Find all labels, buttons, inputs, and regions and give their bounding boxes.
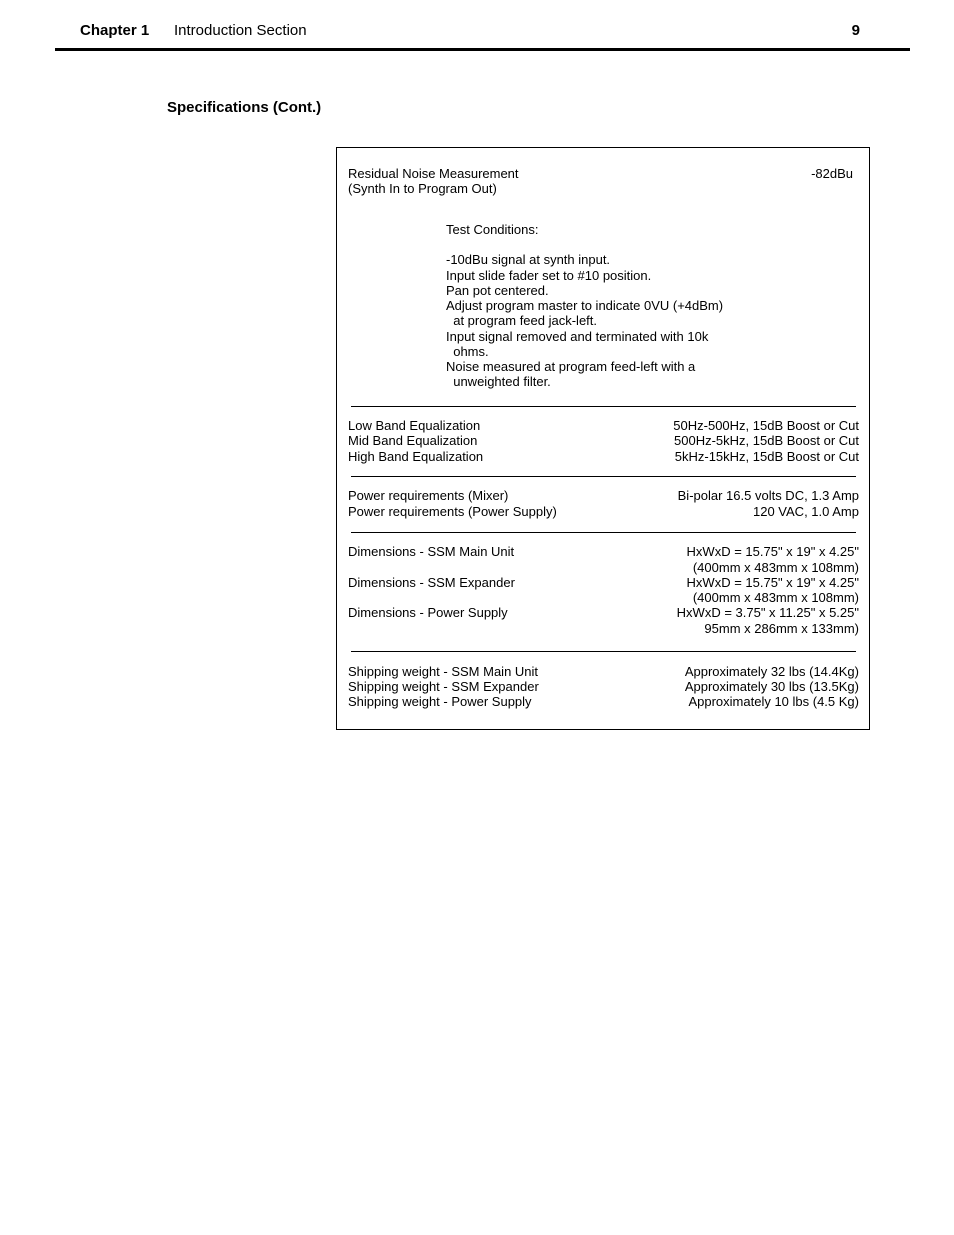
power-value: Bi-polar 16.5 volts DC, 1.3 Amp bbox=[677, 488, 859, 503]
test-condition-item: ohms. bbox=[446, 344, 489, 359]
test-condition-item: unweighted filter. bbox=[446, 374, 551, 389]
noise-value: -82dBu bbox=[811, 166, 853, 181]
shipping-label: Shipping weight - SSM Expander bbox=[348, 679, 539, 694]
eq-value: 50Hz-500Hz, 15dB Boost or Cut bbox=[673, 418, 859, 433]
page-title: Specifications (Cont.) bbox=[167, 99, 322, 116]
noise-sublabel: (Synth In to Program Out) bbox=[348, 181, 497, 196]
eq-label: High Band Equalization bbox=[348, 449, 484, 464]
shipping-value: Approximately 30 lbs (13.5Kg) bbox=[684, 679, 859, 694]
section-divider bbox=[351, 406, 856, 407]
power-value: 120 VAC, 1.0 Amp bbox=[753, 504, 859, 519]
section-label: Introduction Section bbox=[174, 22, 307, 39]
chapter-label: Chapter 1 bbox=[80, 22, 150, 39]
page-number: 9 bbox=[851, 22, 860, 39]
header-rule bbox=[55, 48, 910, 51]
test-condition-item: at program feed jack-left. bbox=[446, 313, 598, 328]
shipping-value: Approximately 32 lbs (14.4Kg) bbox=[684, 664, 859, 679]
dimension-metric: (400mm x 483mm x 108mm) bbox=[692, 560, 859, 575]
test-condition-item: Pan pot centered. bbox=[446, 283, 549, 298]
noise-label: Residual Noise Measurement bbox=[348, 166, 519, 181]
power-label: Power requirements (Mixer) bbox=[348, 488, 509, 503]
dimension-value: HxWxD = 15.75" x 19" x 4.25" bbox=[686, 575, 859, 590]
test-condition-item: Input slide fader set to #10 position. bbox=[446, 268, 652, 283]
shipping-label: Shipping weight - SSM Main Unit bbox=[348, 664, 539, 679]
shipping-label: Shipping weight - Power Supply bbox=[348, 694, 532, 709]
test-condition-item: -10dBu signal at synth input. bbox=[446, 252, 611, 267]
dimension-label: Dimensions - Power Supply bbox=[348, 605, 508, 620]
test-condition-item: Input signal removed and terminated with 10k bbox=[446, 329, 709, 344]
dimension-metric: (400mm x 483mm x 108mm) bbox=[692, 590, 859, 605]
test-condition-item: Adjust program master to indicate 0VU (+4dBm) bbox=[446, 298, 724, 313]
section-divider bbox=[351, 532, 856, 533]
eq-label: Low Band Equalization bbox=[348, 418, 481, 433]
section-divider bbox=[351, 476, 856, 477]
dimension-value: HxWxD = 3.75" x 11.25" x 5.25" bbox=[676, 605, 859, 620]
dimension-metric: 95mm x 286mm x 133mm) bbox=[704, 621, 859, 636]
page-header bbox=[0, 0, 954, 52]
eq-value: 5kHz-15kHz, 15dB Boost or Cut bbox=[674, 449, 859, 464]
section-divider bbox=[351, 651, 856, 652]
dimension-label: Dimensions - SSM Expander bbox=[348, 575, 515, 590]
power-label: Power requirements (Power Supply) bbox=[348, 504, 557, 519]
eq-value: 500Hz-5kHz, 15dB Boost or Cut bbox=[674, 433, 859, 448]
test-condition-item: Noise measured at program feed-left with a bbox=[446, 359, 696, 374]
dimension-value: HxWxD = 15.75" x 19" x 4.25" bbox=[686, 544, 859, 559]
eq-label: Mid Band Equalization bbox=[348, 433, 478, 448]
shipping-value: Approximately 10 lbs (4.5 Kg) bbox=[688, 694, 859, 709]
dimension-label: Dimensions - SSM Main Unit bbox=[348, 544, 515, 559]
test-conditions-heading: Test Conditions: bbox=[446, 222, 539, 237]
specifications-table bbox=[336, 147, 870, 730]
